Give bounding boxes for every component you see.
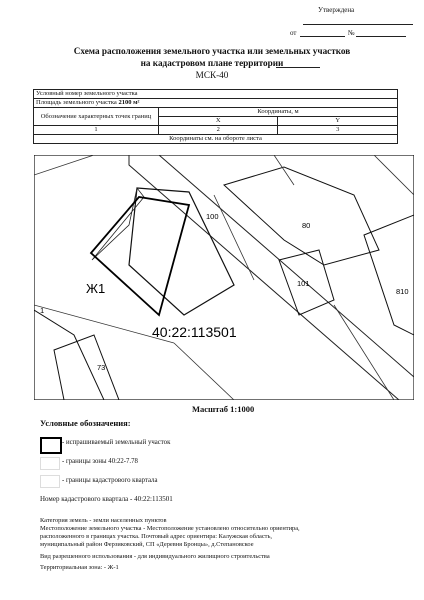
permitted-use: Вид разрешенного использования - для индивидуального жилищного строительства <box>40 553 270 560</box>
point-header: Обозначение характерных точек границ <box>34 108 159 126</box>
legend-item-quarter: - границы кадастрового квартала <box>62 477 158 484</box>
info-table <box>33 89 398 144</box>
area-row <box>34 99 398 108</box>
header-row <box>34 108 398 117</box>
parcel-label-101: 101 <box>297 279 310 288</box>
legend-swatch-quarter <box>40 475 60 488</box>
title-underline <box>276 67 320 68</box>
area-label: Площадь земельного участка <box>36 99 117 106</box>
x-header: X <box>159 117 278 126</box>
cadastral-row <box>34 90 398 99</box>
legend-title: Условные обозначения: <box>40 418 131 428</box>
approve-label: Утверждена <box>318 6 355 14</box>
parcel-label-100: 100 <box>206 212 219 221</box>
date-underline <box>300 36 345 37</box>
legend-swatch-zone <box>40 457 60 470</box>
col-1: 1 <box>34 126 159 135</box>
coords-header: Координаты, м <box>159 108 398 117</box>
document-title: Схема расположения земельного участка или земельных участков <box>73 46 351 56</box>
location-line-2: расположенного в границах участка. Почтовый адрес ориентира: Калужская область, <box>40 533 272 540</box>
document-subtitle: на кадастровом плане территории <box>140 58 284 68</box>
location-line-1: Местоположение земельного участка - Местоположение установлено относительно ориентира, <box>40 525 300 532</box>
location-line-3: муниципальный район Ферзиковский, СП «Деревня Бронцы», д.Степановское <box>40 541 254 548</box>
zone-label: Ж1 <box>86 281 106 296</box>
parcel-label-810: 810 <box>396 287 409 296</box>
number-underline <box>356 36 406 37</box>
parcel-label-73: 73 <box>97 363 106 372</box>
number-row <box>34 126 398 135</box>
coords-note: Координаты см. на обороте листа <box>34 135 398 144</box>
note-row <box>34 135 398 144</box>
date-prefix: от <box>290 29 297 37</box>
parcel-label-1: 1 <box>40 306 45 315</box>
legend-item-zone: - границы зоны 40:22-7.78 <box>62 458 138 465</box>
quarter-number: Номер кадастрового квартала - 40:22:113501 <box>40 495 173 503</box>
quarter-label: 40:22:113501 <box>152 324 237 340</box>
y-header: Y <box>278 117 398 126</box>
cadastral-map <box>34 155 414 400</box>
territorial-zone: Территориальная зона: - Ж-1 <box>40 564 119 571</box>
scale-label: Масштаб 1:1000 <box>192 404 255 414</box>
legend-item-parcel: - испрашиваемый земельный участок <box>62 439 171 446</box>
land-category: Категория земель - земли населенных пунктов <box>40 517 167 524</box>
parcel-label-80: 80 <box>302 221 311 230</box>
cadastral-label: Условный номер земельного участка <box>34 90 398 99</box>
area-value: 2100 м² <box>118 99 140 106</box>
number-sign: № <box>348 29 355 37</box>
legend-swatch-parcel <box>40 437 62 454</box>
area-cell <box>34 99 398 108</box>
approve-underline <box>303 24 413 25</box>
col-3: 3 <box>278 126 398 135</box>
coordinate-system: МСК-40 <box>195 70 229 80</box>
col-2: 2 <box>159 126 278 135</box>
